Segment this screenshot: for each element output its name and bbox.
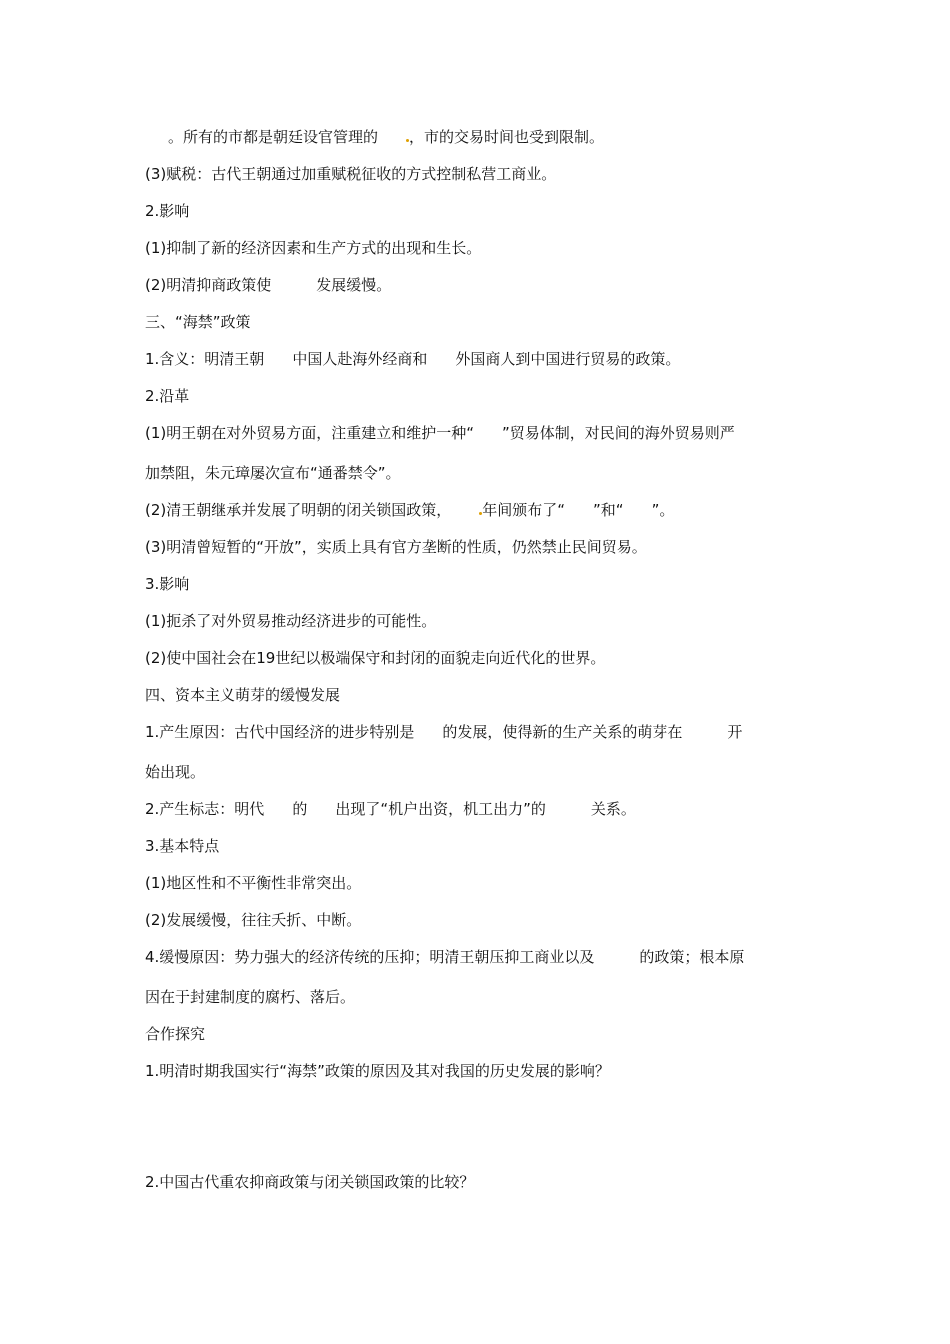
text: 3.影响 <box>145 575 190 593</box>
subheading-influence-2 <box>145 574 810 594</box>
text: (1)扼杀了对外贸易推动经济进步的可能性。 <box>145 612 437 630</box>
text-line <box>145 537 810 557</box>
text: 3.基本特点 <box>145 837 220 855</box>
text-line-market <box>168 127 833 147</box>
text: 2.产生标志：明代 <box>145 800 265 818</box>
text: 发展缓慢。 <box>316 276 392 294</box>
text: (2)发展缓慢，往往夭折、中断。 <box>145 911 362 929</box>
text: (2)使中国社会在19世纪以极端保守和封闭的面貌走向近代化的世界。 <box>145 649 606 667</box>
text: 关系。 <box>590 800 636 818</box>
text: ，市的交易时间也受到限制。 <box>409 128 605 146</box>
text: 加禁阻，朱元璋屡次宣布“通番禁令”。 <box>145 464 401 482</box>
text: 1.产生原因：古代中国经济的进步特别是 <box>145 723 415 741</box>
text: 外国商人到中国进行贸易的政策。 <box>455 350 681 368</box>
subheading-influence-1 <box>145 201 810 221</box>
text-line <box>145 762 810 782</box>
text: 的 <box>292 800 308 818</box>
text: ”贸易体制，对民间的海外贸易则严 <box>502 424 735 442</box>
text-line <box>145 238 810 258</box>
text-line <box>145 722 810 742</box>
text: 1.明清时期我国实行“海禁”政策的原因及其对我国的历史发展的影响？ <box>145 1062 610 1080</box>
text: 中国人赴海外经商和 <box>292 350 428 368</box>
text: (2)清王朝继承并发展了明朝的闭关锁国政策， <box>145 501 452 519</box>
text: (1)明王朝在对外贸易方面，注重建立和维护一种“ <box>145 424 475 442</box>
text: 的发展，使得新的生产关系的萌芽在 <box>442 723 683 741</box>
text-line <box>145 275 810 295</box>
subheading-history <box>145 386 810 406</box>
text: 2.影响 <box>145 202 190 220</box>
text-line <box>145 873 810 893</box>
text: 开 <box>727 723 743 741</box>
text: 4.缓慢原因：势力强大的经济传统的压抑；明清王朝压抑工商业以及 <box>145 948 595 966</box>
section-heading-capitalism <box>145 685 810 705</box>
text-line <box>145 648 810 668</box>
section-heading-inquiry <box>145 1024 810 1044</box>
text: 2.中国古代重农抑商政策与闭关锁国政策的比较？ <box>145 1173 475 1191</box>
text: (2)明清抑商政策使 <box>145 276 272 294</box>
text-line <box>145 349 810 369</box>
text: 年间颁布了“ <box>482 501 566 519</box>
text-line <box>145 910 810 930</box>
text-line <box>145 987 810 1007</box>
text: 因在于封建制度的腐朽、落后。 <box>145 988 356 1006</box>
text: 2.沿革 <box>145 387 190 405</box>
text: (3)赋税：古代王朝通过加重赋税征收的方式控制私营工商业。 <box>145 165 557 183</box>
text: (1)抑制了新的经济因素和生产方式的出现和生长。 <box>145 239 482 257</box>
text-line-tax <box>145 164 810 184</box>
text-line <box>145 947 810 967</box>
text-line <box>145 500 810 520</box>
text: 始出现。 <box>145 763 206 781</box>
text-line <box>145 463 810 483</box>
text: 。所有的市都是朝廷设官管理的 <box>168 128 379 146</box>
text-line <box>145 611 810 631</box>
text: (3)明清曾短暂的“开放”，实质上具有官方垄断的性质，仍然禁止民间贸易。 <box>145 538 647 556</box>
text-line <box>145 423 810 443</box>
text: 合作探究 <box>145 1025 206 1043</box>
text: 四、资本主义萌芽的缓慢发展 <box>145 686 341 704</box>
question-2 <box>145 1172 810 1192</box>
text-line <box>145 799 810 819</box>
text: ”和“ <box>593 501 624 519</box>
text: ”。 <box>651 501 675 519</box>
text: 三、“海禁”政策 <box>145 313 251 331</box>
text: 1.含义：明清王朝 <box>145 350 265 368</box>
section-heading-haijin <box>145 312 810 332</box>
subheading-features <box>145 836 810 856</box>
question-1 <box>145 1061 810 1081</box>
text: 出现了“机户出资，机工出力”的 <box>335 800 546 818</box>
text: (1)地区性和不平衡性非常突出。 <box>145 874 362 892</box>
text: 的政策；根本原 <box>639 948 745 966</box>
